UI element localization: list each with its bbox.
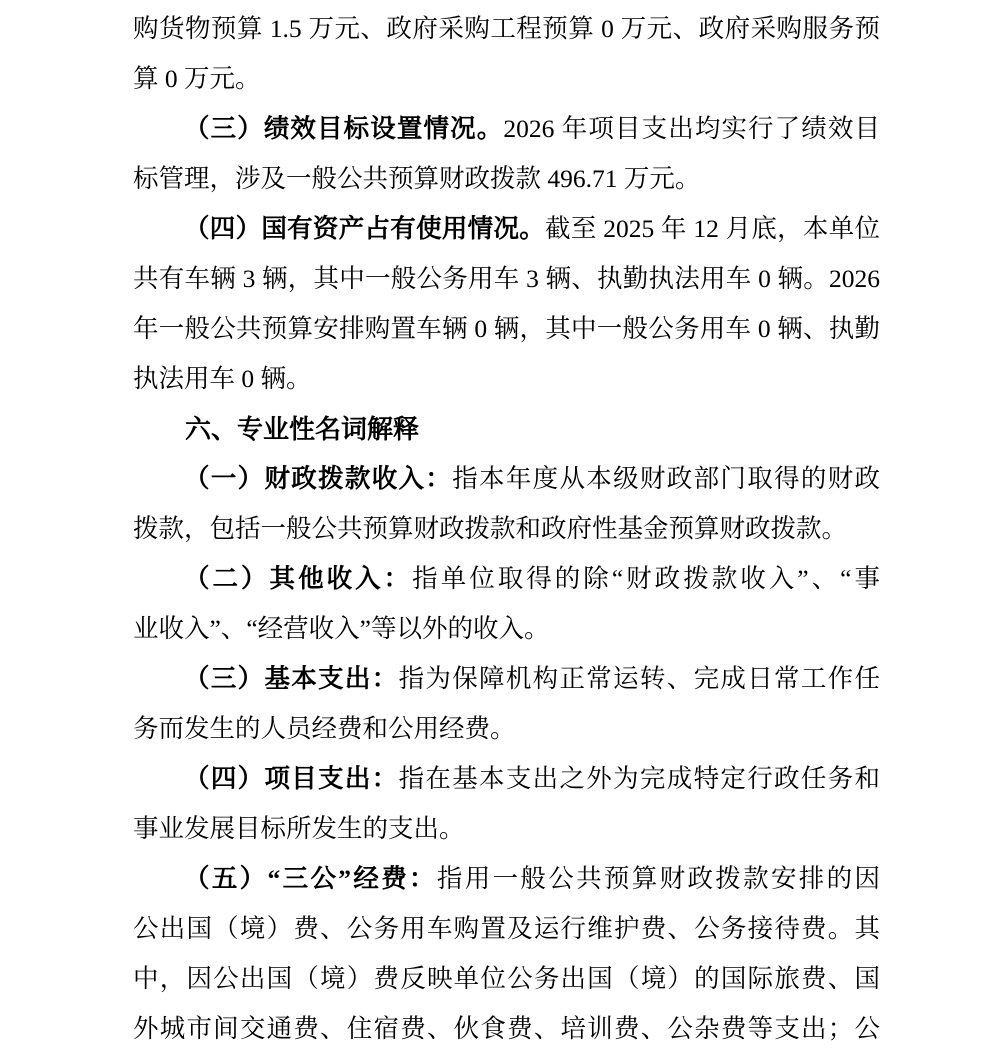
text-line: [133, 304, 880, 354]
text-line: [133, 154, 880, 204]
text-line: [133, 804, 880, 854]
line-text: 购货物预算 1.5 万元、政府采购工程预算 0 万元、政府采购服务预: [133, 14, 880, 43]
line-text: 指在基本支出之外为完成特定行政任务和: [398, 764, 880, 793]
text-line: [133, 104, 880, 154]
text-line: [133, 654, 880, 704]
text-line: [133, 454, 880, 504]
line-text: 外城市间交通费、住宿费、伙食费、培训费、公杂费等支出；公: [133, 1014, 880, 1043]
line-text: 算 0 万元。: [133, 64, 261, 93]
line-text: 拨款，包括一般公共预算财政拨款和政府性基金预算财政拨款。: [133, 514, 848, 543]
line-text: 中，因公出国（境）费反映单位公务出国（境）的国际旅费、国: [133, 964, 880, 993]
line-text: 年一般公共预算安排购置车辆 0 辆，其中一般公务用车 0 辆、执勤: [133, 314, 880, 343]
line-bold-text: （五）“三公”经费：: [184, 864, 437, 893]
line-bold-text: （三）基本支出：: [184, 664, 399, 693]
line-text: 指为保障机构正常运转、完成日常工作任: [398, 664, 880, 693]
line-text: 指用一般公共预算财政拨款安排的因: [436, 864, 880, 893]
line-text: 指本年度从本级财政部门取得的财政: [452, 464, 880, 493]
text-line: [133, 1004, 880, 1053]
line-bold-text: （一）财政拨款收入：: [184, 464, 453, 493]
text-line: [133, 954, 880, 1004]
text-line: [133, 204, 880, 254]
text-line: [133, 354, 880, 404]
text-line: [133, 4, 880, 54]
line-bold-text: （三）绩效目标设置情况。: [184, 114, 504, 143]
text-line: [133, 754, 880, 804]
text-line: [133, 504, 880, 554]
line-bold-text: （二）其他收入：: [184, 564, 413, 593]
line-text: 公出国（境）费、公务用车购置及运行维护费、公务接待费。其: [133, 914, 880, 943]
line-text: 务而发生的人员经费和公用经费。: [133, 714, 516, 743]
line-text: 2026 年项目支出均实行了绩效目: [503, 114, 880, 143]
line-text: 业收入”、“经营收入”等以外的收入。: [133, 614, 550, 643]
text-line: [133, 604, 880, 654]
line-text: 事业发展目标所发生的支出。: [133, 814, 465, 843]
line-text: 指单位取得的除“财政拨款收入”、“事: [412, 564, 880, 593]
section-heading: 六、专业性名词解释: [185, 414, 420, 444]
text-line: [133, 554, 880, 604]
text-line: [133, 854, 880, 904]
text-line: [133, 54, 880, 104]
text-line: [133, 704, 880, 754]
text-line: [133, 904, 880, 954]
line-text: 标管理，涉及一般公共预算财政拨款 496.71 万元。: [133, 164, 701, 193]
line-bold-text: （四）国有资产占有使用情况。: [184, 214, 546, 243]
line-text: 执法用车 0 辆。: [133, 364, 312, 393]
line-text: 共有车辆 3 辆，其中一般公务用车 3 辆、执勤执法用车 0 辆。2026: [133, 264, 880, 293]
text-line: [133, 254, 880, 304]
line-text: 截至 2025 年 12 月底，本单位: [545, 214, 880, 243]
line-bold-text: （四）项目支出：: [184, 764, 399, 793]
